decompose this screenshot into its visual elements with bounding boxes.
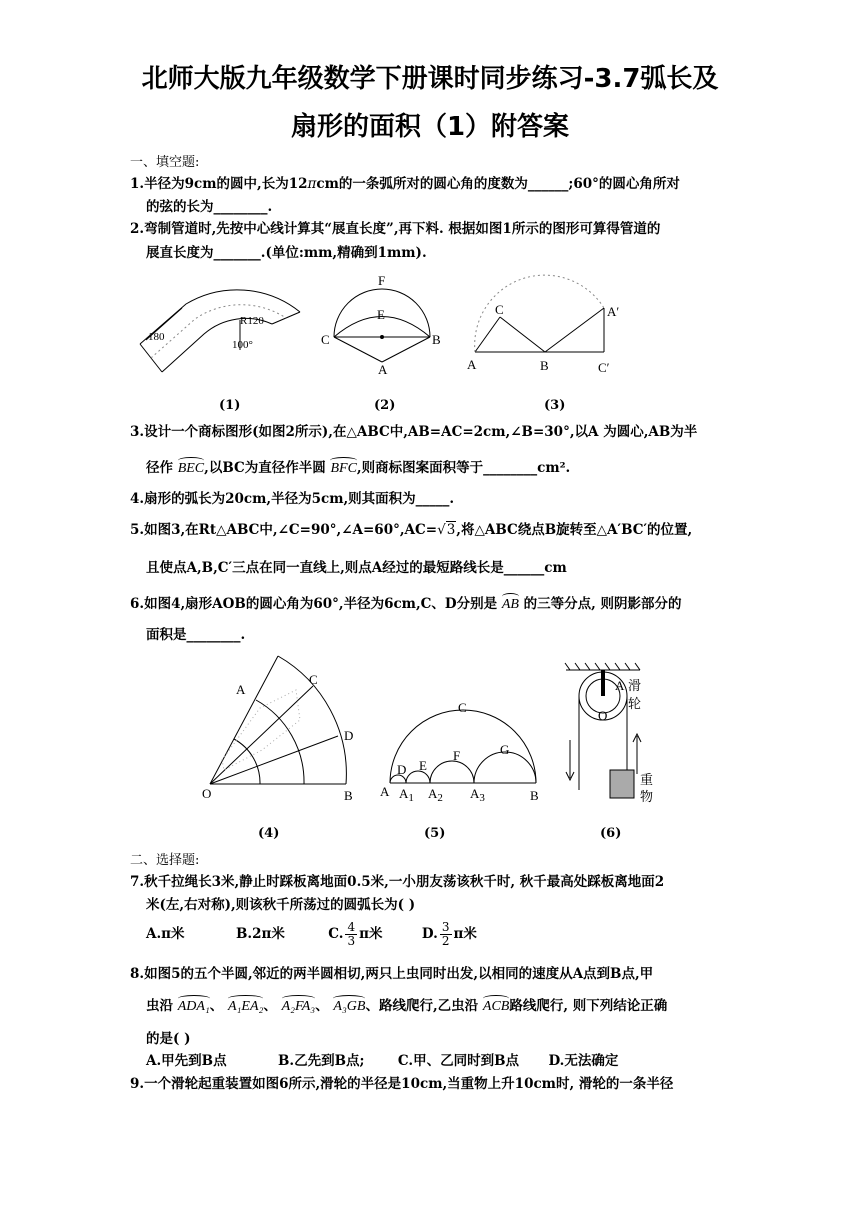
- page-title-line2: 扇形的面积（1）附答案: [290, 112, 570, 142]
- question-7-line1: 7.秋千拉绳长3米,静止时踩板离地面0.5米,一小朋友荡该秋千时, 秋千最高处踩板离地面2: [130, 874, 665, 890]
- fig5-label-A1: $A_1$: [399, 786, 414, 804]
- fig4-label-C: C: [309, 672, 318, 687]
- fig3-label-C-prime: C′: [598, 360, 610, 375]
- arc-AB: AB: [501, 597, 519, 612]
- question-5-line1: 5.如图3,在Rt△ABC中,∠C=90°,∠A=60°,AC=√3,将△ABC绕点B旋转至△A′BC′的位置,: [130, 522, 693, 538]
- question-5-line2: 且使点A,B,C′三点在同一直线上,则点A经过的最短路线长是______cm: [146, 560, 567, 576]
- figure-6-caption: (6): [600, 826, 622, 841]
- arc-A2FA3: A₂FA₃: [281, 999, 316, 1014]
- arc-A1EA2: A₁EA₂: [228, 999, 264, 1014]
- question-8-line3: 的是( ): [146, 1031, 191, 1047]
- fig5-label-E: E: [419, 758, 427, 773]
- question-8-options: [146, 1049, 618, 1069]
- section-fill-heading: 一、填空题:: [130, 155, 200, 170]
- arc-A3GB: A₃GB: [333, 999, 366, 1014]
- figure-1-caption: (1): [219, 398, 241, 413]
- fig5-label-G: G: [500, 742, 510, 757]
- fig6-label-wu: 物: [640, 789, 654, 804]
- question-3-line2: 径作 BEC,以BC为直径作半圆 BFC,则商标图案面积等于________cm².: [146, 460, 571, 476]
- fig2-label-F: F: [378, 273, 386, 288]
- fig3-label-B: B: [540, 358, 549, 373]
- fig5-label-A3: $A_3$: [470, 786, 485, 804]
- question-6-line2: 面积是________.: [146, 627, 246, 643]
- fig4-label-O: O: [202, 786, 212, 801]
- q8-option-d[interactable]: D.无法确定: [548, 1053, 619, 1069]
- q7-option-c[interactable]: C. $\frac{4}{3}$ π米: [328, 920, 383, 948]
- figure-4-sector: [210, 656, 346, 784]
- question-2-line1: 2.弯制管道时,先按中心线计算其“展直长度”,再下料. 根据如图1所示的图形可算得管道的: [130, 221, 661, 237]
- fig4-label-D: D: [344, 728, 354, 743]
- q7-option-a[interactable]: A.π米: [146, 926, 185, 942]
- fig6-label-hua: 滑: [628, 678, 642, 693]
- figure-2-caption: (2): [374, 398, 396, 413]
- question-3-line1: 3.设计一个商标图形(如图2所示),在△ABC中,AB=AC=2cm,∠B=30°,以A 为圆心,AB为半: [130, 424, 698, 440]
- fig4-label-B: B: [344, 788, 353, 803]
- page-title-line1: 北师大版九年级数学下册课时同步练习-3.7弧长及: [141, 64, 719, 94]
- q7-option-d[interactable]: D. $\frac{3}{2}$ π米: [421, 920, 477, 948]
- question-6-line1: 6.如图4,扇形AOB的圆心角为60°,半径为6cm,C、D分别是 AB 的三等分点, 则阴影部分的: [130, 596, 682, 612]
- arc-ADA1: ADA₁: [177, 999, 210, 1014]
- fig6-label-A: A: [615, 678, 625, 693]
- fig6-label-lun: 轮: [628, 696, 642, 711]
- fig5-label-A2: $A_2$: [428, 786, 443, 804]
- question-1-line1: 1.半径为9cm的圆中,长为12πcm的一条弧所对的圆心角的度数为______;60°的圆心角所对: [130, 176, 680, 192]
- q8-option-b[interactable]: B.乙先到B点;: [278, 1053, 365, 1069]
- fig5-label-A: A: [380, 784, 390, 799]
- figures-1-3: [0, 262, 860, 402]
- question-1-line2: 的弦的长为________.: [146, 199, 273, 215]
- figure-2-logo: [334, 289, 430, 362]
- figure-4-caption: (4): [258, 826, 280, 841]
- fig5-label-C: C: [458, 700, 467, 715]
- fig3-label-A: A: [467, 357, 477, 372]
- fig1-radius-label: R120: [240, 315, 264, 327]
- figure-5-caption: (5): [424, 826, 446, 841]
- fig2-label-C: C: [321, 332, 330, 347]
- fig6-weight-box: [610, 770, 634, 798]
- q8-option-c[interactable]: C.甲、乙同时到B点: [397, 1053, 520, 1069]
- q7-option-b[interactable]: B.2π米: [235, 926, 285, 942]
- fig2-label-A: A: [378, 362, 388, 377]
- fig5-label-F: F: [453, 748, 461, 763]
- question-9-line1: 9.一个滑轮起重装置如图6所示,滑轮的半径是10cm,当重物上升10cm时, 滑轮的一条半径: [130, 1076, 674, 1092]
- arc-BEC: BEC: [177, 461, 205, 476]
- fig5-label-D: D: [397, 762, 407, 777]
- fig3-label-A-prime: A′: [607, 304, 620, 319]
- question-2-line2: 展直长度为_______.(单位:mm,精确到1mm).: [146, 245, 427, 261]
- fig6-label-O: O: [598, 708, 608, 723]
- question-8-line2: 虫沿 ADA₁、 A₁EA₂、 A₂FA₃、 A₃GB、路线爬行,乙虫沿 ACB路线爬行, 则下列结论正确: [146, 998, 668, 1014]
- figures-4-6: [0, 650, 860, 820]
- question-7-options: [146, 921, 477, 948]
- fig1-length-label: 180: [148, 331, 165, 343]
- fig6-label-zhong: 重: [640, 772, 654, 787]
- question-7-line2: 米(左,右对称),则该秋千所荡过的圆弧长为( ): [146, 897, 416, 913]
- fig2-label-B: B: [432, 332, 441, 347]
- fig5-label-B: B: [530, 788, 539, 803]
- section-choice-heading: 二、选择题:: [130, 853, 200, 868]
- fig1-angle-label: 100°: [232, 339, 253, 351]
- figure-5-semicircles: [390, 710, 536, 783]
- question-4: 4.扇形的弧长为20cm,半径为5cm,则其面积为_____.: [130, 491, 455, 507]
- q8-option-a[interactable]: A.甲先到B点: [146, 1053, 227, 1069]
- question-8-line1: 8.如图5的五个半圆,邻近的两半圆相切,两只上虫同时出发,以相同的速度从A点到B点,甲: [130, 966, 654, 982]
- arc-ACB: ACB: [482, 999, 510, 1014]
- fig2-label-E: E: [377, 307, 385, 322]
- figure-3-caption: (3): [544, 398, 566, 413]
- fig4-label-A: A: [236, 682, 246, 697]
- arc-BFC: BFC: [330, 461, 357, 476]
- fig3-label-C: C: [495, 302, 504, 317]
